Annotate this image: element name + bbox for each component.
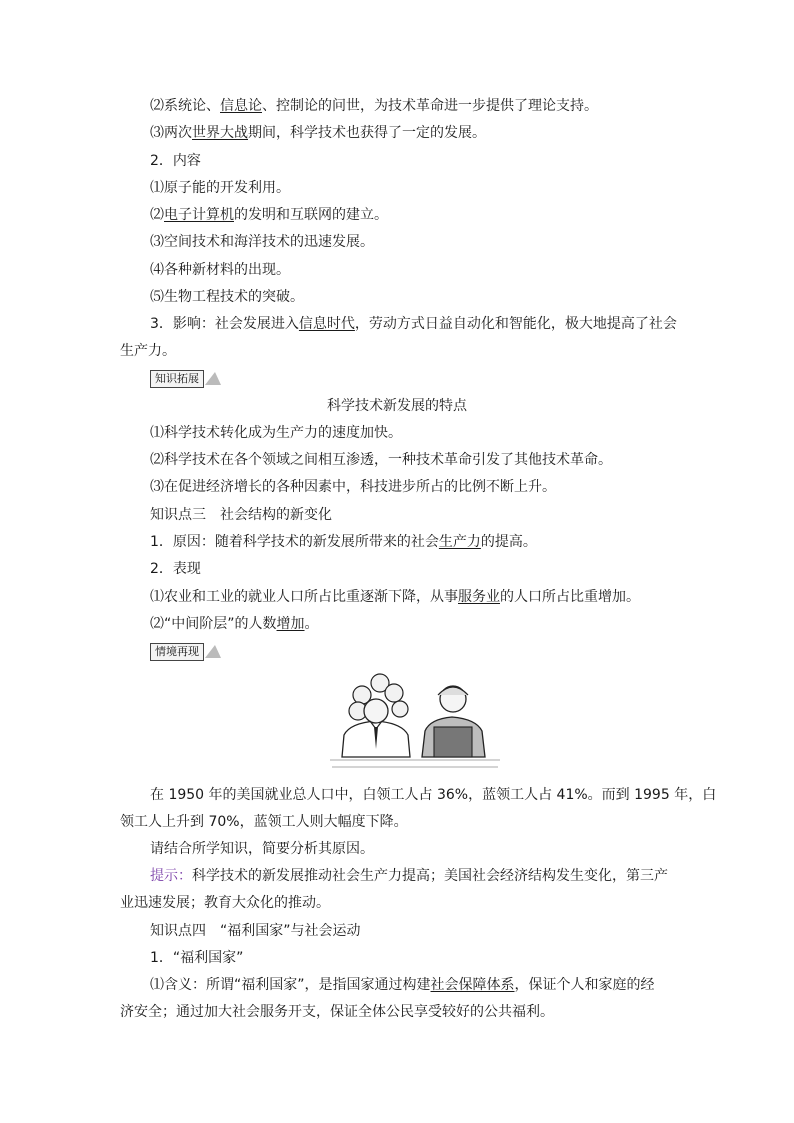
knowledge-point-4-heading: 知识点四 “福利国家”与社会运动: [150, 923, 361, 939]
manifestation-item-2: ⑵“中间阶层”的人数增加。: [150, 616, 319, 632]
extension-item-2: ⑵科学技术在各个领域之间相互渗透，一种技术革命引发了其他技术革命。: [150, 452, 612, 468]
underlined-term: 信息论: [220, 98, 262, 114]
underlined-term: 世界大战: [192, 125, 248, 141]
extension-item-3: ⑶在促进经济增长的各种因素中，科技进步所占的比例不断上升。: [150, 479, 556, 495]
scenario-text-2: 领工人上升到 70%，蓝领工人则大幅度下降。: [120, 814, 408, 830]
hint-line: 提示：科学技术的新发展推动社会生产力提高；美国社会经济结构发生变化，第三产: [150, 868, 668, 884]
impact-line: 3．影响：社会发展进入信息时代，劳动方式日益自动化和智能化，极大地提高了社会: [150, 316, 677, 332]
welfare-state-heading: 1．“福利国家”: [150, 950, 244, 966]
scenario-text-1: 在 1950 年的美国就业总人口中，白领工人占 36%，蓝领工人占 41%。而到 1995 年，白: [150, 787, 717, 803]
content-item-1: ⑴原子能的开发利用。: [150, 180, 290, 196]
knowledge-extension-tag: 知识拓展: [150, 370, 204, 388]
cause-line: 1．原因：随着科学技术的新发展所带来的社会生产力的提高。: [150, 534, 537, 550]
knowledge-point-3-heading: 知识点三 社会结构的新变化: [150, 507, 332, 523]
underlined-term: 生产力: [438, 534, 481, 550]
content-item-5: ⑸生物工程技术的突破。: [150, 289, 304, 305]
question-line: 请结合所学知识，简要分析其原因。: [150, 841, 374, 857]
definition-line-cont: 济安全；通过加大社会服务开支，保证全体公民享受较好的公共福利。: [120, 1004, 554, 1020]
content-item-2: ⑵电子计算机的发明和互联网的建立。: [150, 207, 388, 223]
line-world-wars: ⑶两次世界大战期间，科学技术也获得了一定的发展。: [150, 125, 486, 141]
section-content-heading: 2．内容: [150, 153, 201, 169]
hint-label: 提示：: [150, 868, 192, 884]
underlined-term: 社会保障体系: [430, 977, 515, 993]
line-systems-theory: ⑵系统论、信息论、控制论的问世，为技术革命进一步提供了理论支持。: [150, 98, 598, 114]
underlined-term: 电子计算机: [164, 207, 234, 223]
underlined-term: 信息时代: [298, 316, 355, 332]
extension-title: 科学技术新发展的特点: [327, 398, 467, 414]
extension-item-1: ⑴科学技术转化成为生产力的速度加快。: [150, 425, 402, 441]
definition-line: ⑴含义：所谓“福利国家”，是指国家通过构建社会保障体系，保证个人和家庭的经: [150, 977, 655, 993]
content-item-3: ⑶空间技术和海洋技术的迅速发展。: [150, 234, 374, 250]
manifestation-item-1: ⑴农业和工业的就业人口所占比重逐渐下降，从事服务业的人口所占比重增加。: [150, 589, 640, 605]
underlined-term: 服务业: [458, 589, 500, 605]
impact-line-cont: 生产力。: [120, 343, 176, 359]
hint-line-cont: 业迅速发展；教育大众化的推动。: [120, 895, 330, 911]
scenario-tag: 情境再现: [150, 643, 204, 661]
manifestation-heading: 2．表现: [150, 561, 201, 577]
content-item-4: ⑷各种新材料的出现。: [150, 262, 290, 278]
white-blue-collar-illustration: [330, 665, 500, 773]
underlined-term: 增加: [276, 616, 305, 632]
